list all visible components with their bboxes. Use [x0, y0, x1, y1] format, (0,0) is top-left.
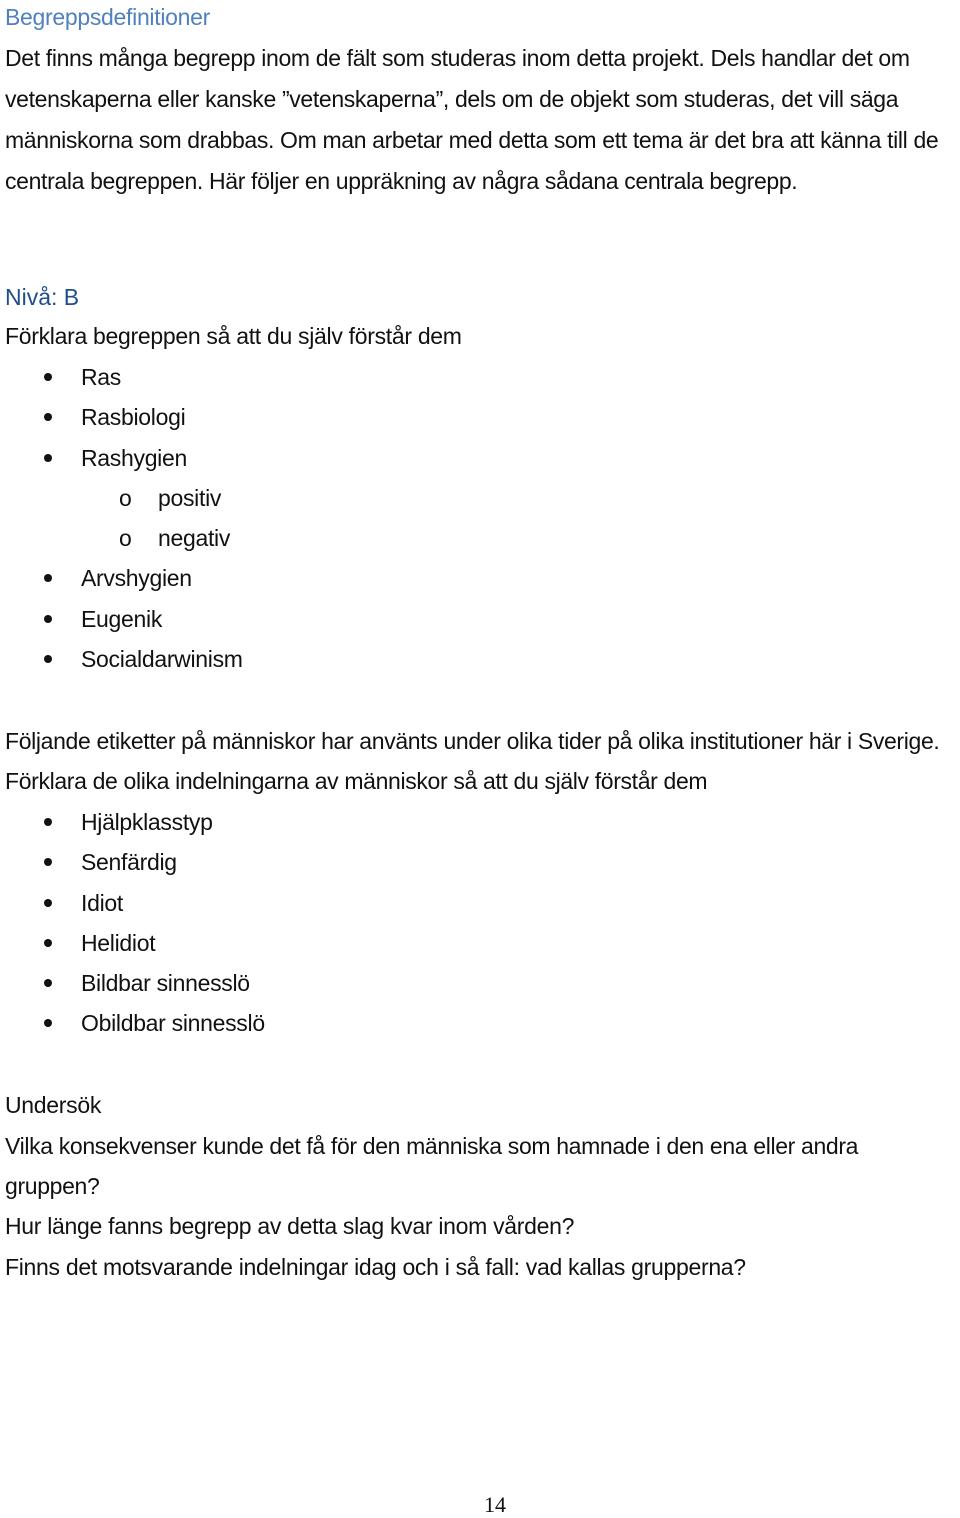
bullet-icon — [44, 939, 52, 947]
bullet-icon — [44, 899, 52, 907]
labels-prompt: Följande etiketter på människor har använts under olika tider på olika institutioner här i Sverige. Förklara de olika indelningarna av människor så att du själv förstår dem — [5, 728, 940, 794]
bullet-icon — [44, 574, 52, 582]
list-item: Socialdarwinism — [0, 639, 243, 679]
concepts-list — [0, 357, 243, 679]
sub-bullet-icon: o — [119, 484, 132, 511]
bullet-icon — [44, 655, 52, 663]
concepts-prompt: Förklara begreppen så att du själv förstår dem — [5, 323, 462, 349]
list-item: Senfärdig — [0, 842, 265, 882]
list-item: Helidiot — [0, 923, 265, 963]
sub-list-item: o positiv — [0, 478, 243, 518]
list-item: Obildbar sinnesslö — [0, 1003, 265, 1043]
list-item: Eugenik — [0, 599, 243, 639]
page-number: 14 — [484, 1492, 506, 1517]
list-item: Idiot — [0, 883, 265, 923]
list-item: Hjälpklasstyp — [0, 802, 265, 842]
bullet-icon — [44, 615, 52, 623]
bullet-icon — [44, 979, 52, 987]
question-1: Vilka konsekvenser kunde det få för den människa som hamnade i den ena eller andra gruppen? — [5, 1133, 859, 1199]
level-label: Nivå: B — [5, 284, 80, 310]
labels-list — [0, 802, 265, 1044]
bullet-icon — [44, 373, 52, 381]
bullet-icon — [44, 1019, 52, 1027]
bullet-icon — [44, 413, 52, 421]
bullet-icon — [44, 818, 52, 826]
list-item: Bildbar sinnesslö — [0, 963, 265, 1003]
list-item: Rasbiologi — [0, 397, 243, 437]
bullet-icon — [44, 858, 52, 866]
sub-list-item: o negativ — [0, 518, 243, 558]
question-2: Hur länge fanns begrepp av detta slag kvar inom vården? — [5, 1213, 575, 1239]
list-item: Ras — [0, 357, 243, 397]
list-item: Rashygien — [0, 438, 243, 478]
sub-bullet-icon: o — [119, 525, 132, 552]
list-item: Arvshygien — [0, 558, 243, 598]
investigate-title: Undersök — [5, 1092, 102, 1118]
intro-paragraph: Det finns många begrepp inom de fält som studeras inom detta projekt. Dels handlar det om vetenskaperna eller kanske ”vetenskaperna”, dels om de objekt som studeras, det vill säga människorna som drabbas. Om man arbetar med detta som ett tema är det bra att känna till de centrala begreppen. Här följer en uppräkning av några sådana centrala begrepp. — [5, 45, 939, 194]
bullet-icon — [44, 454, 52, 462]
question-3: Finns det motsvarande indelningar idag och i så fall: vad kallas grupperna? — [5, 1254, 746, 1280]
section-heading: Begreppsdefinitioner — [5, 4, 210, 30]
